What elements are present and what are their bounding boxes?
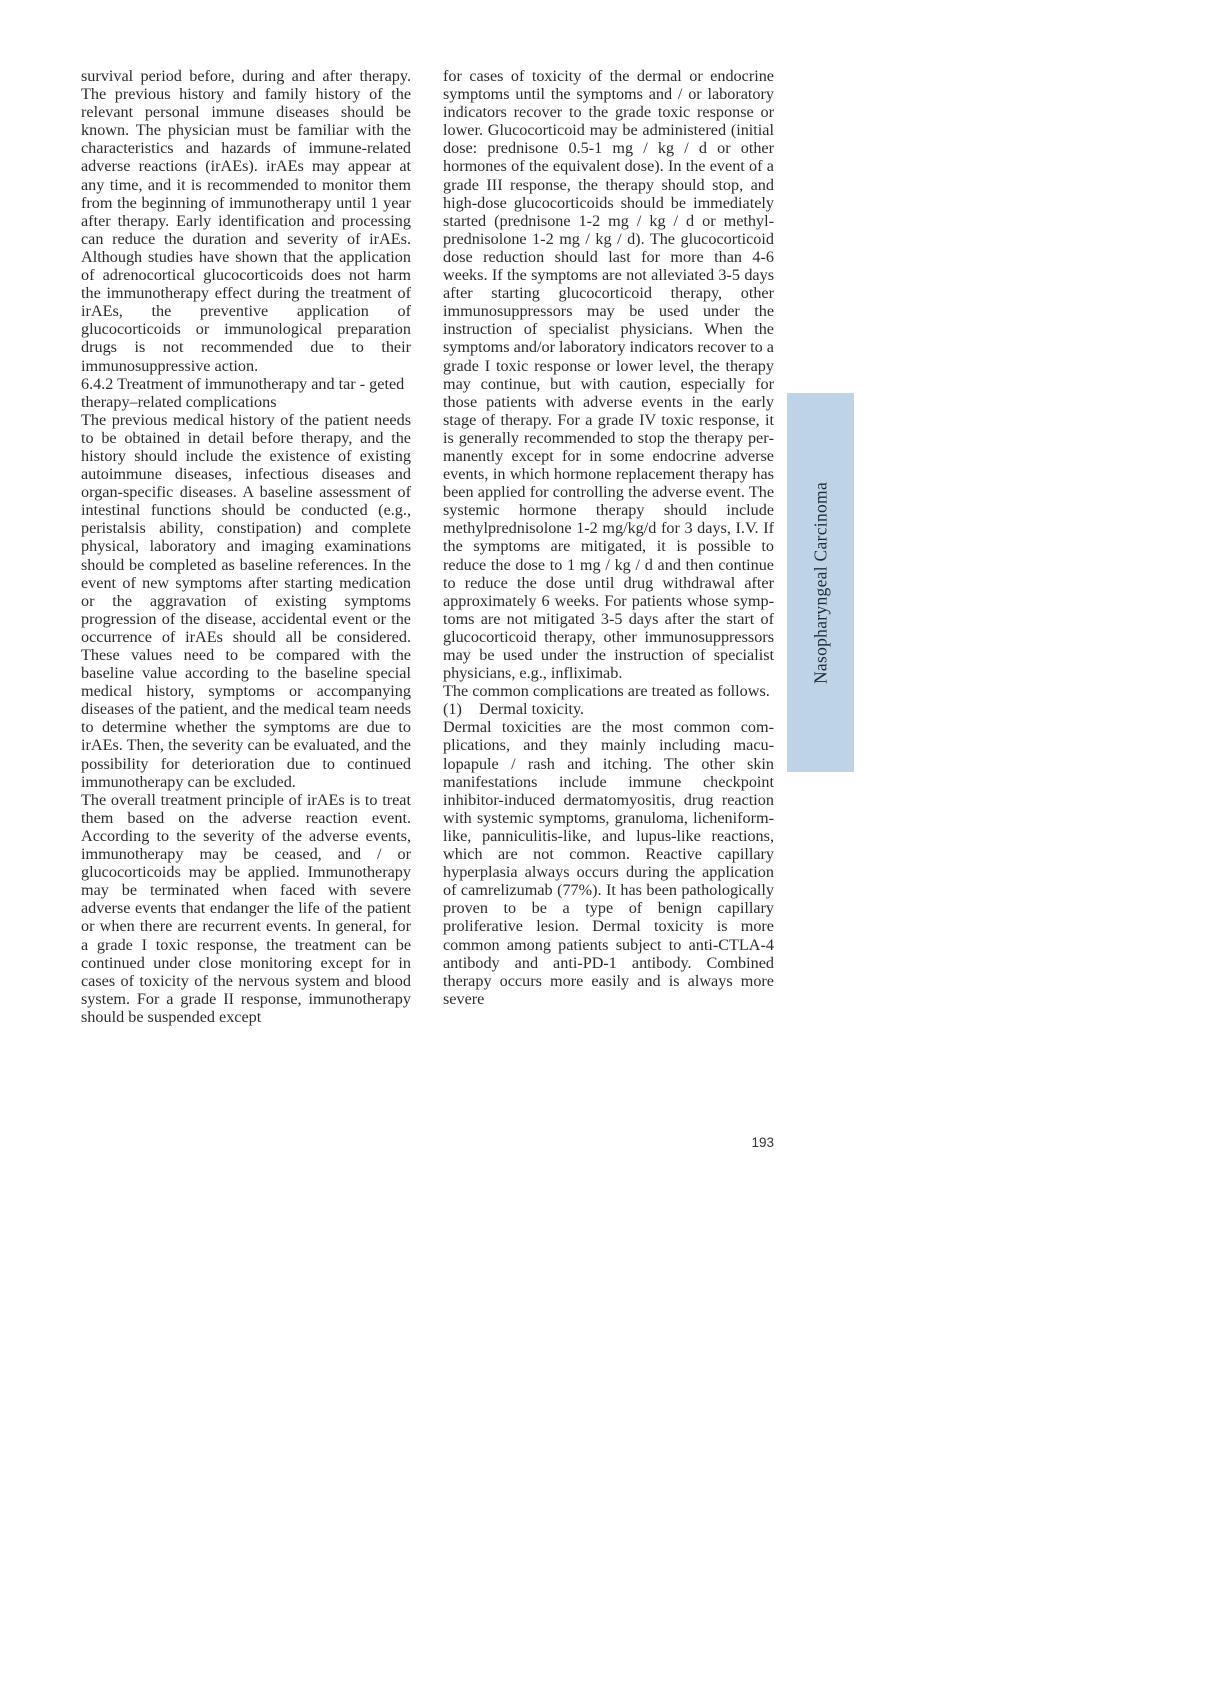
- chapter-side-tab: [787, 393, 854, 772]
- right-text-column: [443, 67, 774, 1008]
- paragraph: The common complications are treated as follows.: [443, 682, 770, 701]
- paragraph: The previous medical history of the patient needs to be obtained in detail before therapy, and the history should include the existence of existing autoimmune diseases, infectious diseases and organ-specific diseases. A baseline assessment of intestinal functions should be conducted (e.g., peristalsis ability, constipation) and complete physical, laboratory and imaging examinations should be completed as baseline references. In the event of new symptoms after starting medication or the aggravation of existing symptoms progression of the disease, accidental event or the occurrence of irAEs should all be considered. These values need to be compared with the baseline value according to the baseline special medical history, symptoms or accompanying diseases of the patient, and the medical team needs to determine whether the symptoms are due to irAEs. Then, the severity can be evaluated, and the possibility for deterioration due to continued immunotherapy can be excluded.: [81, 410, 411, 791]
- left-text-column: [81, 67, 411, 1026]
- paragraph: for cases of toxicity of the dermal or endocrine symptoms until the symptoms and / or laboratory indicators recover to the grade toxic response or lower. Glucocorticoid may be administered (initial dose: prednisone 0.5-1 mg / kg / d or other hormones of the equivalent dose). In the event of a grade III response, the therapy should stop, and high-dose glucocorticoids should be immediately started (prednisone 1-2 mg / kg / d or methylprednisolone 1-2 mg / kg / d). The glucocorticoid dose reduction should last for more than 4-6 weeks. If the symptoms are not alleviated 3-5 days after starting glucocorticoid therapy, other immunosuppressors may be used under the instruction of specialist physicians. When the symptoms and/or laboratory indicators recover to a grade I toxic response or lower level, the therapy may continue, but with caution, especially for those patients with adverse events in the early stage of therapy. For a grade IV toxic response, it is generally recommended to stop the therapy permanently except for in some endocrine adverse events, in which hormone replacement therapy has been applied for controlling the adverse event. The systemic hormone therapy should include methylprednisolone 1-2 mg/kg/d for 3 days, I.V. If the symptoms are mitigated, it is possible to reduce the dose to 1 mg / kg / d and then continue to reduce the dose until drug withdrawal after approximately 6 weeks. For patients whose symptoms are not mitigated 3-5 days after the start of glucocorticoid therapy, other immunosuppressors may be used under the instruction of specialist physicians, e.g., infliximab.: [443, 67, 774, 683]
- list-item: [443, 700, 774, 718]
- list-item-label: Dermal toxicity.: [479, 700, 585, 719]
- paragraph: The overall treatment principle of irAEs is to treat them based on the adverse reaction event. According to the severity of the adverse events, immunotherapy may be ceased, and / or glucocorticoids may be applied. Immunotherapy may be terminated when faced with severe adverse events that endanger the life of the patient or when there are recurrent events. In general, for a grade I toxic response, the treatment can be continued under close monitoring except for in cases of toxicity of the nervous system and blood system. For a grade II response, immunotherapy should be suspended except: [81, 790, 411, 1026]
- page-number: 193: [751, 1135, 774, 1150]
- chapter-side-tab-label: Nasopharyngeal Carcinoma: [810, 481, 830, 684]
- paragraph: Dermal toxicities are the most common complications, and they mainly including maculopapule / rash and itching. The other skin manifestations include immune checkpoint inhibitor-induced dermatomyositis, drug reaction with systemic symptoms, granuloma, licheniform-like, panniculitis-like, and lupus-like reactions, which are not common. Reactive capillary hyperplasia always occurs during the application of camrelizumab (77%). It has been pathologically proven to be a type of benign capillary proliferative lesion. Dermal toxicity is more common among patients subject to anti-CTLA-4 antibody and anti-PD-1 antibody. Combined therapy occurs more easily and is always more severe: [443, 718, 774, 1008]
- list-item-number: (1): [443, 700, 462, 719]
- paragraph: survival period before, during and after therapy. The previous history and family history of the relevant personal immune diseases should be known. The physician must be familiar with the characteristics and hazards of immune-related adverse reactions (irAEs). irAEs may appear at any time, and it is recommended to monitor them from the beginning of immunotherapy until 1 year after therapy. Early identification and processing can reduce the duration and severity of irAEs. Although studies have shown that the application of adrenocortical glucocorticoids does not harm the immunotherapy effect during the treatment of irAEs, the preventive application of glucocorticoids or immunological preparation drugs is not recommended due to their immunosuppressive action.: [81, 67, 411, 375]
- section-heading: 6.4.2 Treatment of immunotherapy and tar - geted therapy–related complications: [81, 374, 405, 411]
